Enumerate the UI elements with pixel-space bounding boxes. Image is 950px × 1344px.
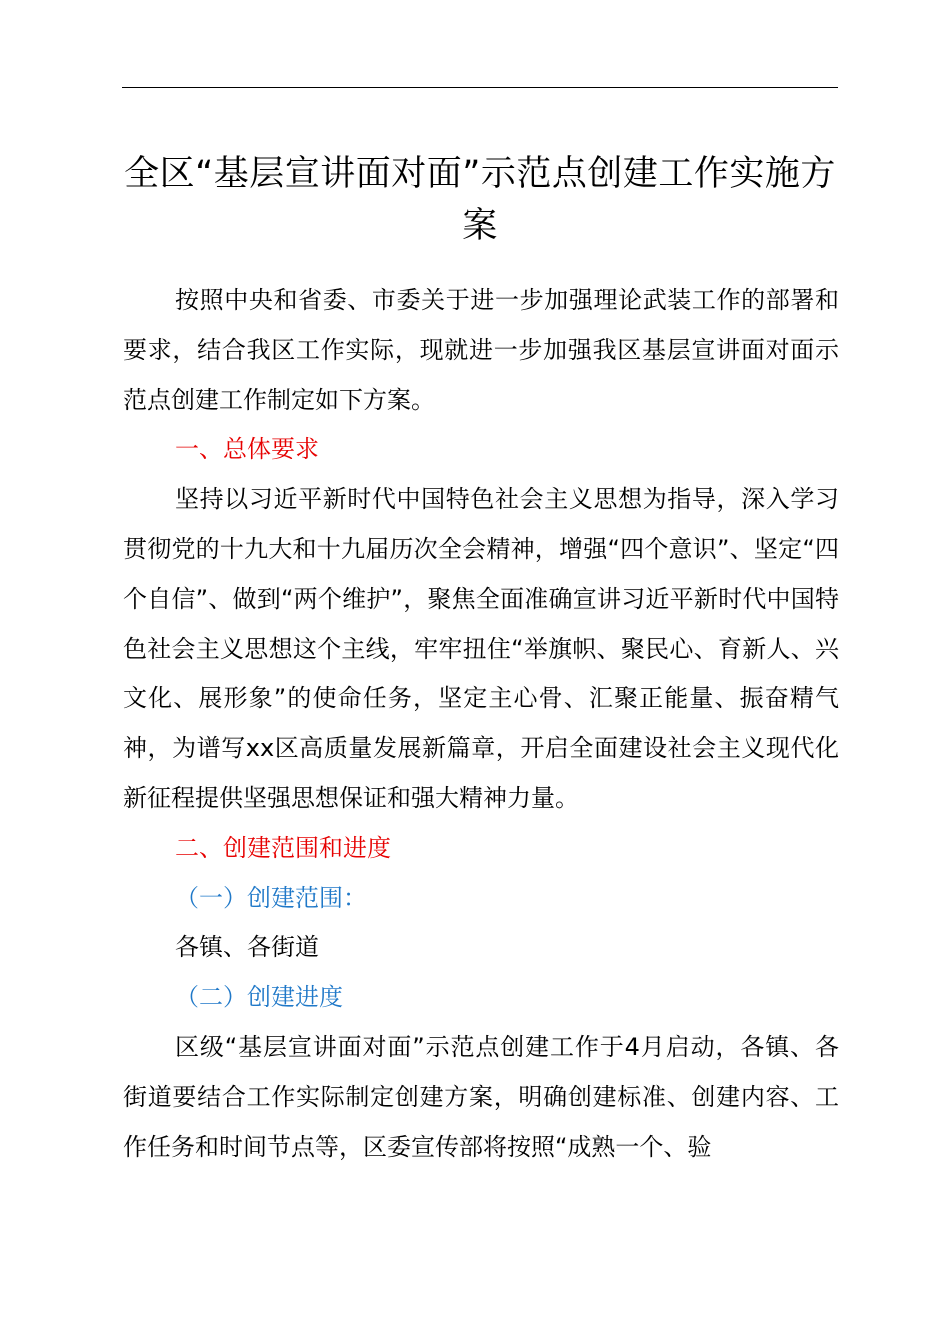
paragraph-intro: 按照中央和省委、市委关于进一步加强理论武装工作的部署和要求，结合我区工作实际，现就进一步加强我区基层宣讲面对面示范点创建工作制定如下方案。 [123, 286, 839, 414]
paragraph-progress: 区级“基层宣讲面对面”示范点创建工作于4月启动，各镇、各街道要结合工作实际制定创建方案，明确创建标准、创建内容、工作任务和时间节点等，区委宣传部将按照“成熟一个、验 [123, 1032, 839, 1161]
paragraph-general-requirements: 坚持以习近平新时代中国特色社会主义思想为指导，深入学习贯彻党的十九大和十九届历次全会精神，增强“四个意识”、坚定“四个自信”、做到“两个维护”，聚焦全面准确宣讲习近平新时代中国特色社会主义思想这个主线，牢牢扭住“举旗帜、聚民心、育新人、兴文化、展形象”的使命任务，坚定主心骨、汇聚正能量、振奋精气神，为谱写xx区高质量发展新篇章，开启全面建设社会主义现代化新征程提供坚强思想保证和强大精神力量。 [123, 485, 839, 812]
header-rule [122, 87, 838, 88]
heading-scope-and-progress: 二、创建范围和进度 [175, 833, 391, 862]
subheading-scope: （一）创建范围： [175, 883, 367, 912]
document-body [123, 276, 839, 1172]
subheading-progress: （二）创建进度 [175, 983, 343, 1012]
paragraph-scope: 各镇、各街道 [175, 933, 319, 962]
heading-general-requirements: 一、总体要求 [175, 435, 319, 464]
document-title: 全区“基层宣讲面对面”示范点创建工作实施方案 [124, 154, 836, 246]
